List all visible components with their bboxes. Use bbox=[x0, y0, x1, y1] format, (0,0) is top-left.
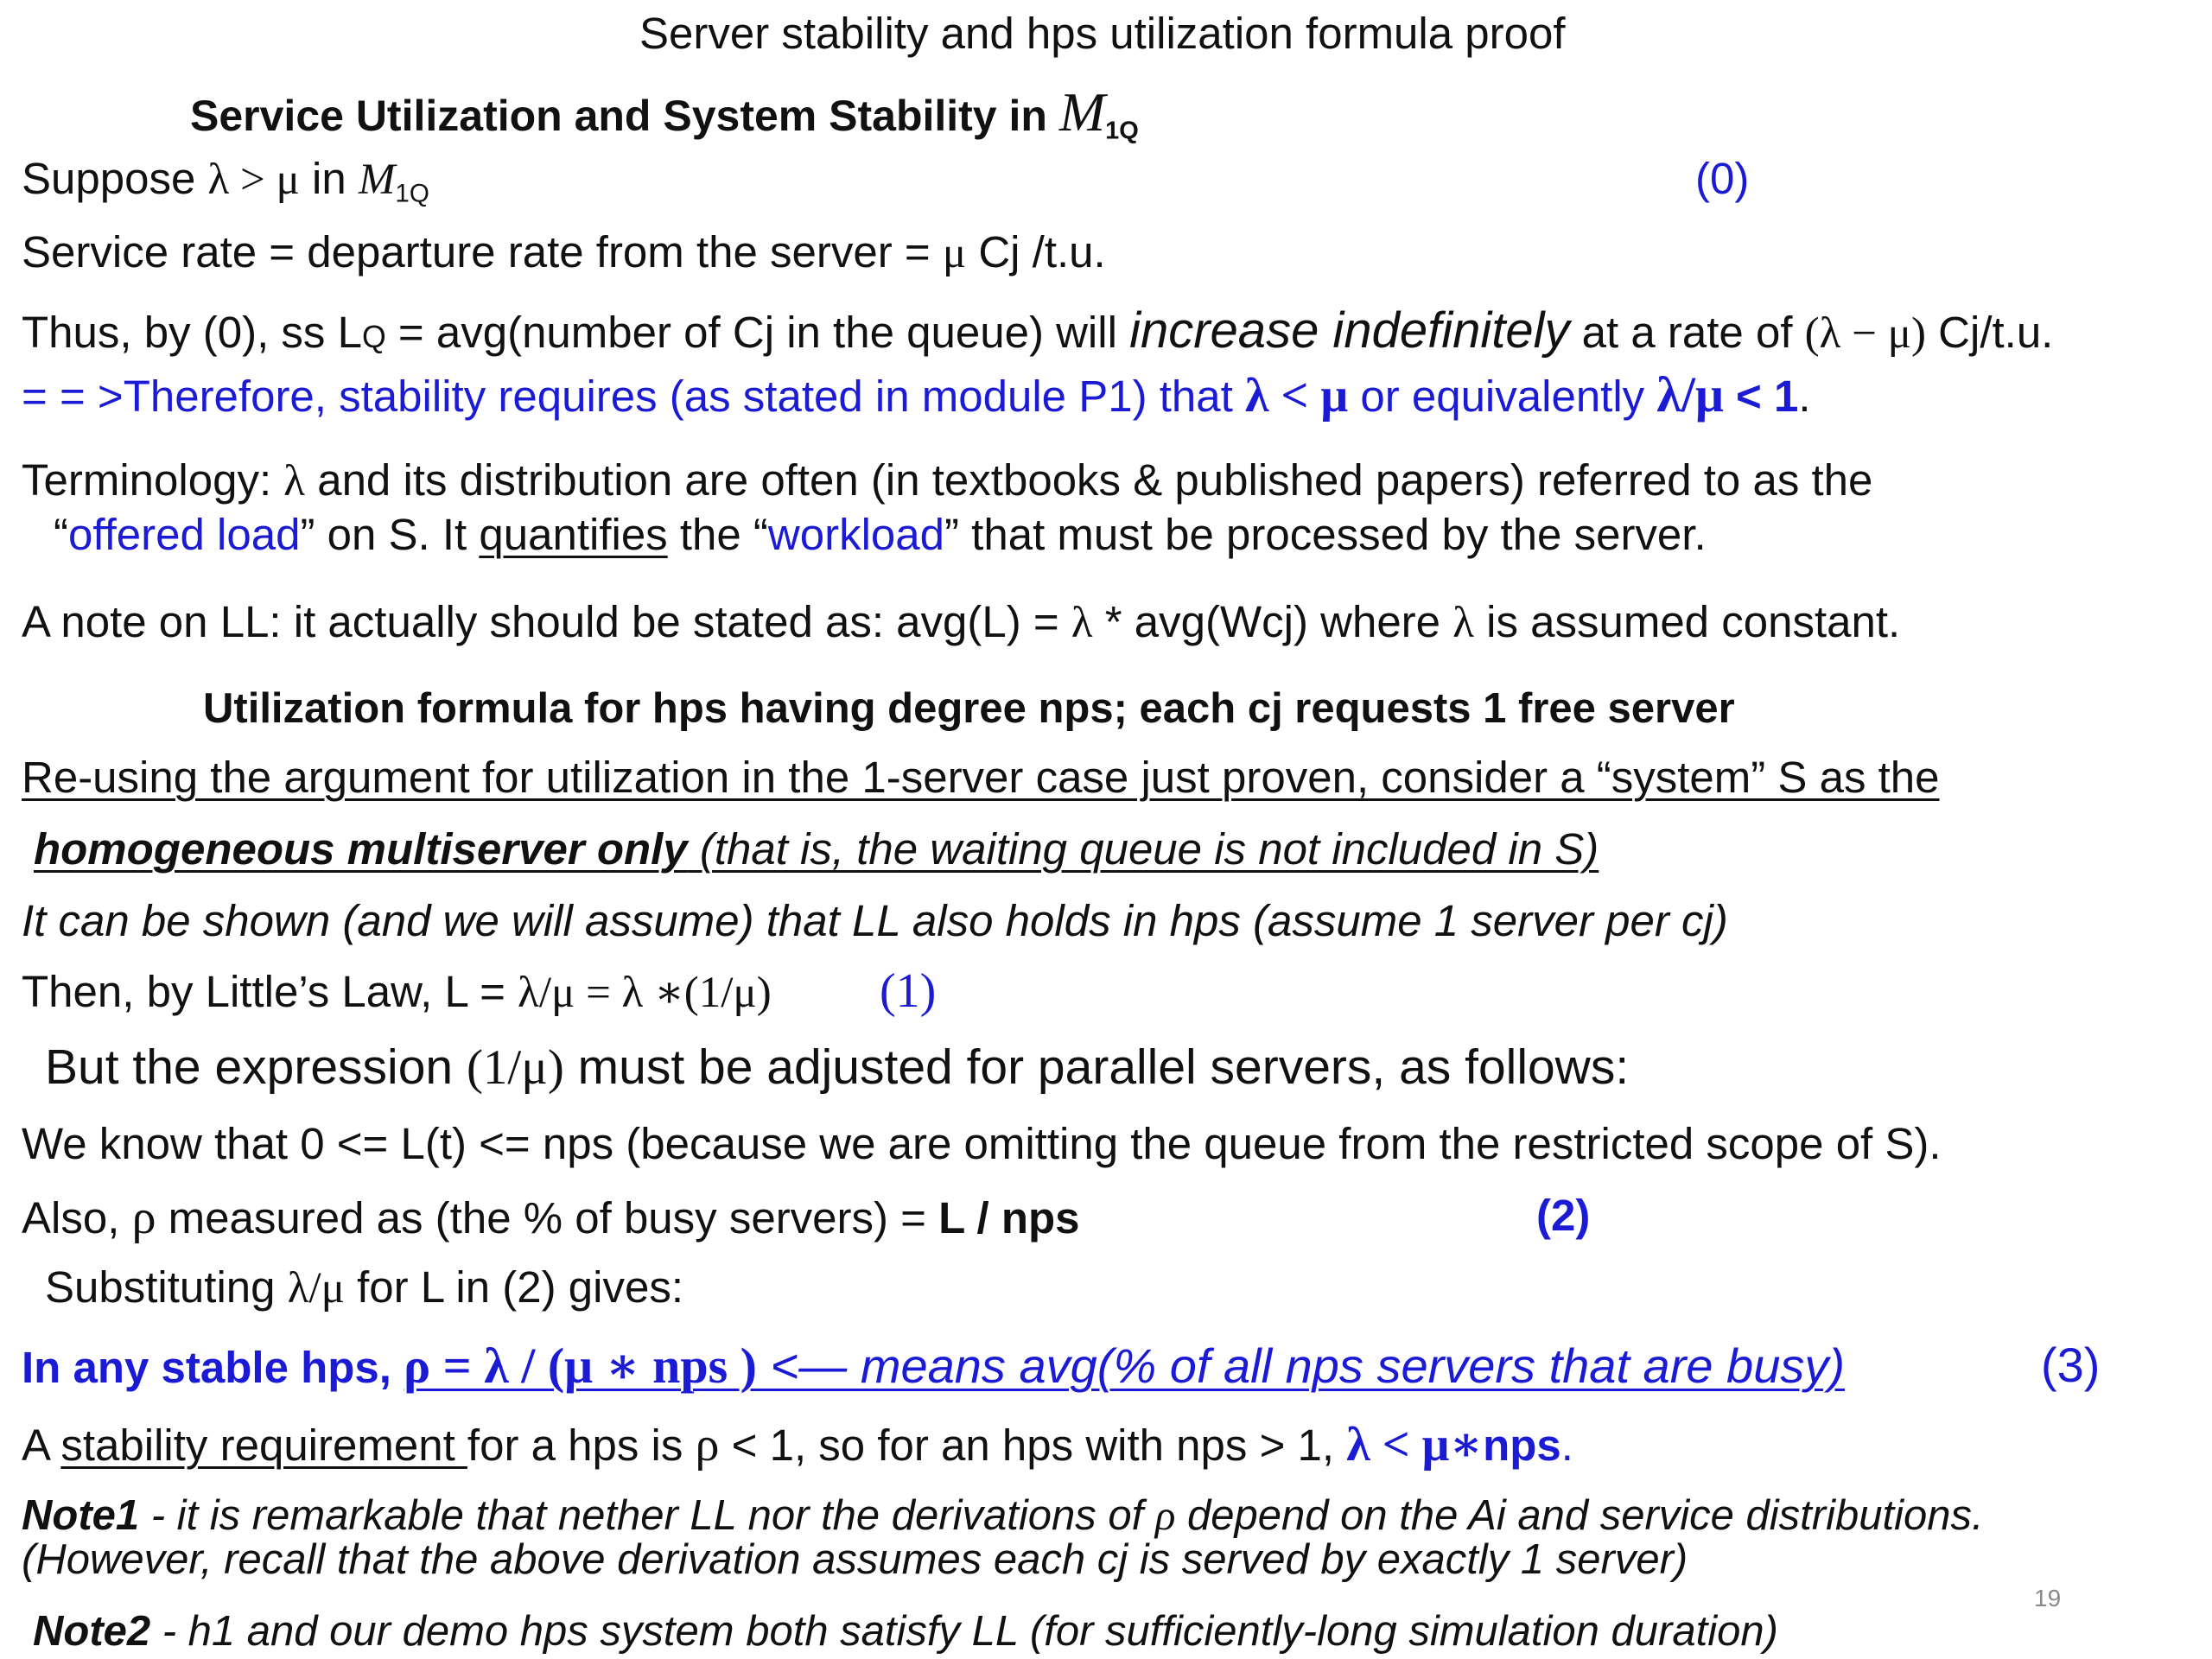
text: for a hps is bbox=[467, 1421, 696, 1470]
text: = avg(number of Cj in the queue) will bbox=[385, 308, 1130, 357]
it-can-be-shown-line: It can be shown (and we will assume) that LL also holds in hps (assume 1 server per cj) bbox=[22, 896, 1728, 945]
mu-symbol: μ bbox=[942, 229, 967, 277]
text: must be adjusted for parallel servers, as follows: bbox=[563, 1039, 1630, 1095]
workload-term: workload bbox=[767, 510, 945, 559]
section-heading-utilization-formula: Utilization formula for hps having degree nps; each cj requests 1 free server bbox=[203, 685, 1735, 732]
rho-symbol: ρ bbox=[1154, 1491, 1176, 1539]
rho-formula: ρ = λ / (μ ∗ nps ) bbox=[404, 1338, 757, 1394]
text: ” on S. It bbox=[300, 510, 480, 559]
emphasis-increase: increase indefinitely bbox=[1129, 302, 1570, 359]
slide-title: Server stability and hps utilization formula proof bbox=[639, 9, 1566, 58]
stable-hps-line bbox=[22, 1340, 1845, 1393]
inverse-mu-expression: (1/μ) bbox=[466, 1040, 564, 1095]
l-over-nps: L / nps bbox=[938, 1193, 1080, 1243]
text: - h1 and our demo hps system both satisfy LL (for sufficiently-long simulation duration) bbox=[150, 1608, 1778, 1655]
but-expression-line bbox=[45, 1039, 1630, 1095]
m-subscript: 1Q bbox=[395, 179, 429, 208]
text: in bbox=[299, 154, 359, 203]
text: (that is, the waiting queue is not included in S) bbox=[687, 824, 1599, 874]
text: * avg(Wcj) where bbox=[1092, 597, 1453, 646]
text: depend on the Ai and service distributions. bbox=[1175, 1492, 1984, 1539]
equation-tag-3: (3) bbox=[2041, 1338, 2101, 1392]
terminology-line-1 bbox=[22, 457, 1872, 505]
terminology-line-2 bbox=[54, 512, 1707, 558]
rho-symbol: ρ bbox=[695, 1418, 720, 1471]
text: Service rate = departure rate from the server = bbox=[22, 227, 943, 276]
equation-tag-0: (0) bbox=[1695, 154, 1750, 203]
text: But the expression bbox=[45, 1039, 467, 1095]
page-number: 19 bbox=[2034, 1585, 2062, 1611]
text: . bbox=[1560, 1421, 1573, 1470]
text: Thus, by (0), ss L bbox=[22, 308, 362, 357]
q-subscript: Q bbox=[361, 320, 386, 354]
note2-label: Note2 bbox=[33, 1608, 151, 1655]
equation-tag-1: (1) bbox=[880, 964, 937, 1018]
mu-symbol: μ bbox=[276, 156, 300, 204]
substituting-line bbox=[45, 1264, 683, 1313]
service-rate-line bbox=[22, 229, 1106, 277]
text: Then, by Little’s Law, L = bbox=[22, 967, 518, 1016]
text: . bbox=[1798, 372, 1811, 421]
note1-line-1 bbox=[22, 1493, 1984, 1538]
therefore-line bbox=[22, 366, 1811, 423]
m-symbol: M bbox=[358, 156, 396, 204]
lambda-mu-inequality: λ < μ∗ bbox=[1346, 1418, 1484, 1471]
text: Suppose bbox=[22, 154, 208, 203]
stability-condition: λ < μ bbox=[1244, 369, 1349, 423]
thus-line bbox=[22, 302, 2054, 359]
offered-load-term: offered load bbox=[67, 510, 301, 559]
text: Also, bbox=[22, 1193, 132, 1243]
nps-term: nps bbox=[1483, 1421, 1561, 1470]
text: Substituting bbox=[45, 1262, 288, 1312]
equation-tag-2: (2) bbox=[1536, 1191, 1591, 1240]
text: or equivalently bbox=[1348, 372, 1657, 421]
text: Terminology: bbox=[22, 455, 284, 505]
text: measured as (the % of busy servers) = bbox=[156, 1193, 939, 1243]
rate-expression: (λ − μ) bbox=[1804, 309, 1926, 358]
utilization-formula bbox=[404, 1338, 1845, 1394]
littles-law-line bbox=[22, 969, 772, 1017]
heading-text: Service Utilization and System Stability in bbox=[190, 92, 1047, 140]
quantifies-term: quantifies bbox=[479, 510, 668, 559]
text: Cj/t.u. bbox=[1925, 308, 2054, 357]
text: A bbox=[22, 1421, 61, 1470]
rho-symbol: ρ bbox=[131, 1191, 156, 1244]
means-annotation: <— means avg(% of all nps servers that are busy) bbox=[757, 1338, 1845, 1393]
text: = = >Therefore, stability requires (as stated in module P1) that bbox=[22, 372, 1245, 421]
lambda-symbol: λ bbox=[1071, 599, 1093, 647]
lambda-symbol: λ bbox=[1452, 599, 1474, 647]
text: the “ bbox=[667, 510, 768, 559]
gt-symbol: > bbox=[229, 156, 276, 204]
stable-hps-label: In any stable hps, bbox=[22, 1343, 404, 1392]
text: ” that must be processed by the server. bbox=[944, 510, 1707, 559]
text: is assumed constant. bbox=[1473, 597, 1901, 646]
ratio-expression: λ/μ bbox=[1656, 366, 1724, 423]
also-rho-line bbox=[22, 1192, 1080, 1243]
section-heading-service-utilization bbox=[190, 83, 1139, 144]
stability-requirement-term: stability requirement bbox=[60, 1421, 467, 1470]
lambda-over-mu: λ/μ bbox=[287, 1264, 345, 1313]
less-than-one: < 1 bbox=[1723, 372, 1799, 421]
heading-m-subscript: 1Q bbox=[1105, 117, 1139, 145]
homogeneous-multiserver-term: homogeneous multiserver only bbox=[34, 824, 688, 874]
text: A note on LL: it actually should be stated as: avg(L) = bbox=[22, 597, 1071, 646]
text: for L in (2) gives: bbox=[344, 1262, 684, 1312]
littles-law-expression: λ/μ = λ ∗(1/μ) bbox=[518, 969, 772, 1017]
text: at a rate of bbox=[1569, 308, 1805, 357]
homogeneous-line bbox=[22, 826, 1599, 873]
lambda-symbol: λ bbox=[283, 457, 306, 505]
heading-m-symbol: M bbox=[1058, 81, 1106, 143]
we-know-line: We know that 0 <= L(t) <= nps (because we are omitting the queue from the restricted scope of S). bbox=[22, 1119, 1942, 1168]
suppose-line bbox=[22, 156, 429, 207]
lambda-symbol: λ bbox=[207, 156, 230, 204]
note1-line-2: (However, recall that the above derivation assumes each cj is served by exactly 1 server) bbox=[22, 1536, 1688, 1583]
note1-label: Note1 bbox=[22, 1492, 140, 1539]
stability-requirement-line bbox=[22, 1420, 1573, 1471]
text: < 1, so for an hps with nps > 1, bbox=[719, 1421, 1347, 1470]
note2-line bbox=[33, 1610, 1778, 1654]
text: “ bbox=[54, 510, 68, 559]
text: Cj /t.u. bbox=[966, 227, 1106, 276]
text: and its distribution are often (in textbooks & published papers) referred to as the bbox=[305, 455, 1873, 505]
reuse-line: Re-using the argument for utilization in the 1-server case just proven, consider a “system” S as the bbox=[22, 753, 1940, 802]
note-on-ll bbox=[22, 599, 1900, 647]
text: - it is remarkable that nether LL nor the derivations of bbox=[139, 1492, 1155, 1539]
